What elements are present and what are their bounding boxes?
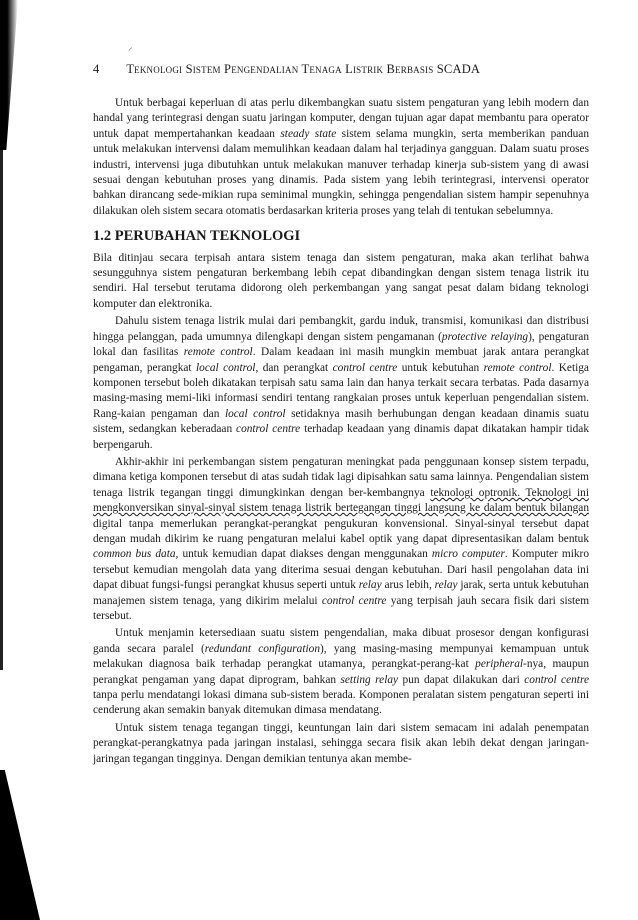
body-text <box>93 96 589 769</box>
scan-speck: ⸝ <box>128 43 133 53</box>
paragraph-6: Untuk sistem tenaga tegangan tinggi, keuntungan lain dari sistem semacam ini adalah penempatan perangkat-perangkatnya pada jaringan instalasi, sehingga secara fisik akan lebih dekat dengan jaringan-jaringan tegangan tingginya. Dengan demikian tentunya akan membe- <box>93 721 589 765</box>
page-number: 4 <box>93 62 100 76</box>
paragraph-5: Untuk menjamin ketersediaan suatu sistem pengendalian, maka dibuat prosesor dengan konfigurasi ganda secara paralel (redundant configuration), yang masing-masing mempunyai kemampuan untuk melakukan diagnosa baik terhadap perangkat utamanya, perangkat-perang-kat peripheral-nya, maupun perangkat pengaman yang dapat diprogram, bahkan setting relay pun dapat dilakukan dari control centre tanpa perlu mendatangi lokasi dimana sub-sistem berada. Komponen peralatan sistem pengaturan seperti ini cenderung akan semakin banyak ditemukan dimasa mendatang. <box>93 627 590 717</box>
paragraph-2: Bila ditinjau secara terpisah antara sistem tenaga dan sistem pengaturan, maka akan terlihat bahwa sesungguhnya sistem pengaturan berkembang lebih cepat dibandingkan dengan sistem tenaga listrik itu sendiri. Hal tersebut terutama didorong oleh perkembangan yang sangat pesat dalam bidang teknologi komputer dan elektronika. <box>93 251 589 310</box>
running-title: Teknologi Sistem Pengendalian Tenaga Listrik Berbasis SCADA <box>126 62 481 76</box>
section-heading: 1.2 PERUBAHAN TEKNOLOGI <box>93 228 301 245</box>
scan-binding-edge <box>0 150 3 670</box>
scan-binding-shadow-top <box>0 0 18 150</box>
scan-binding-shadow-bottom <box>0 770 40 920</box>
paragraph-3: Dahulu sistem tenaga listrik mulai dari pembangkit, gardu induk, transmisi, komunikasi dan distribusi hingga pelanggan, pada umumnya dilengkapi dengan sistem pengamanan (protective relaying), pengaturan lokal dan fasilitas remote control. Dalam keadaan ini masih mungkin membuat jarak antara perangkat pengaman, perangkat local control, dan perangkat control centre untuk kebutuhan remote control. Ketiga komponen tersebut boleh dikatakan terpisah satu sama lain dan hanya terkait secara terbatas. Pada dasarnya masing-masing memi-liki informasi sendiri tentang rangkaian proses untuk keperluan pengendalian sistem. Rang-kaian pengaman dan local control setidaknya masih berhubungan dengan keadaan dinamis suatu sistem, sedangkan keberadaan control centre terhadap keadaan yang dinamis dapat dikatakan hampir tidak berpengaruh. <box>93 315 590 451</box>
handwritten-underline: teknologi optronik. Teknologi ini mengkonversikan sinyal-sinyal sistem tenaga listrik bertegangan tinggi langsung ke dalam bentuk bilangan <box>93 486 589 515</box>
running-header <box>93 62 593 77</box>
paragraph-4: Akhir-akhir ini perkembangan sistem pengaturan meningkat pada penggunaan konsep sistem terpadu, dimana ketiga komponen tersebut di atas sudah tidak lagi dipisahkan satu sama lainnya. Pengendalian sistem tenaga listrik tegangan tinggi dimungkinkan dengan ber-kembangnya teknologi optronik. Teknologi ini mengkonversikan sinyal-sinyal sistem tenaga listrik bertegangan tinggi langsung ke dalam bentuk bilangan digital tanpa memerlukan perangkat-perangkat pengukuran konvensional. Sinyal-sinyal tersebut dapat dengan mudah dikirim ke ruang pengaturan melalui kabel optik yang dapat dipresentasikan dalam bentuk common bus data, untuk kemudian dapat diakses dengan menggunakan micro computer. Komputer mikro tersebut kemudian mengolah data yang diterima sesuai dengan kebutuhan. Dari hasil pengolahan data ini dapat dibuat fungsi-fungsi perangkat khusus seperti untuk relay arus lebih, relay jarak, serta untuk kebutuhan manajemen sistem tenaga, yang dikirim melalui control centre yang terpisah jauh secara fisik dari sistem tersebut. <box>93 455 590 622</box>
paragraph-1: Untuk berbagai keperluan di atas perlu dikembangkan suatu sistem pengaturan yang lebih modern dan handal yang terintegrasi dengan suatu jaringan komputer, dengan tujuan agar dapat membantu para operator untuk dapat mempertahankan keadaan steady state sistem selama mungkin, serta memberikan panduan untuk melakukan intervensi dalam memulihkan keadaan dalam hal terjadinya gangguan. Dalam suatu proses industri, intervensi juga dibutuhkan untuk melakukan manuver terhadap kinerja sub-sistem yang di awasi sesuai dengan kebutuhan proses yang dinamis. Pada sistem yang lebih terintegrasi, intervensi operator bahkan dirancang sede-mikian rupa seminimal mungkin, sehingga pengendalian sistem hampir sepenuhnya dilakukan oleh sistem secara otomatis berdasarkan kriteria proses yang telah di tentukan sebelumnya. <box>93 97 589 217</box>
